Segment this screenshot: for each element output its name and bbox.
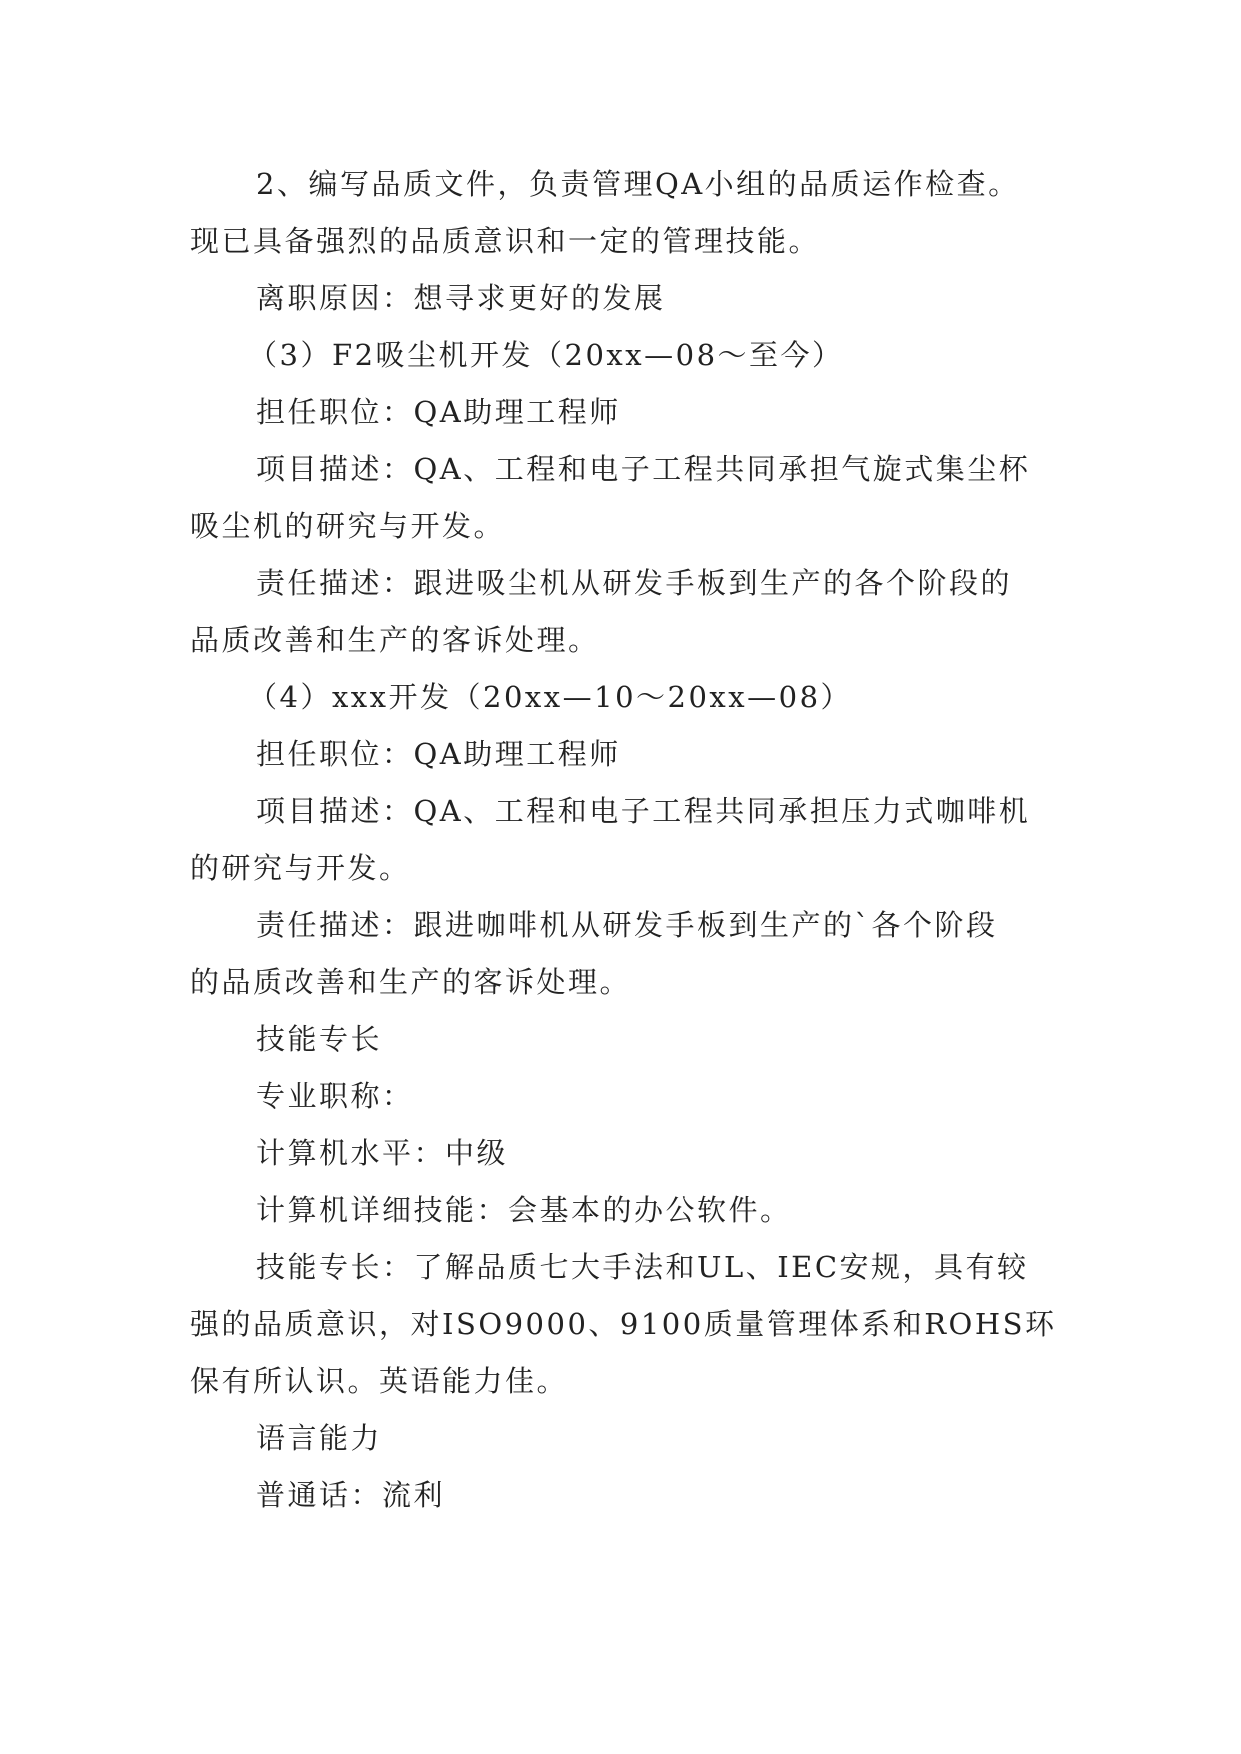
leave-reason: 离职原因：想寻求更好的发展 — [256, 281, 666, 315]
project-description-cont: 吸尘机的研究与开发。 — [190, 509, 506, 543]
project-description-cont: 的研究与开发。 — [190, 851, 411, 885]
paragraph-line: 现已具备强烈的品质意识和一定的管理技能。 — [190, 224, 821, 258]
project-heading: （4）xxx开发（20xx—10～20xx—08） — [248, 680, 853, 714]
section-heading-language: 语言能力 — [256, 1421, 383, 1455]
responsibility-description-cont: 的品质改善和生产的客诉处理。 — [190, 965, 632, 999]
project-description: 项目描述：QA、工程和电子工程共同承担气旋式集尘杯 — [256, 452, 1031, 486]
responsibility-description: 责任描述：跟进吸尘机从研发手板到生产的各个阶段的 — [256, 566, 1013, 600]
responsibility-description-cont: 品质改善和生产的客诉处理。 — [190, 623, 600, 657]
document-body — [190, 156, 1070, 1524]
skills-description-cont: 保有所认识。英语能力佳。 — [190, 1364, 569, 1398]
computer-level: 计算机水平：中级 — [256, 1136, 509, 1170]
responsibility-description: 责任描述：跟进咖啡机从研发手板到生产的`各个阶段 — [256, 908, 998, 942]
skills-description: 技能专长：了解品质七大手法和UL、IEC安规，具有较 — [256, 1250, 1029, 1284]
paragraph-line: 2、编写品质文件，负责管理QA小组的品质运作检查。 — [256, 167, 1020, 201]
project-description: 项目描述：QA、工程和电子工程共同承担压力式咖啡机 — [256, 794, 1031, 828]
computer-skills: 计算机详细技能：会基本的办公软件。 — [256, 1193, 792, 1227]
position-line: 担任职位：QA助理工程师 — [256, 737, 621, 771]
mandarin-level: 普通话：流利 — [256, 1478, 446, 1512]
project-heading: （3）F2吸尘机开发（20xx—08～至今） — [248, 338, 844, 372]
skills-description-cont: 强的品质意识，对ISO9000、9100质量管理体系和ROHS环 — [190, 1307, 1057, 1341]
section-heading-skills: 技能专长 — [256, 1022, 383, 1056]
professional-title: 专业职称： — [256, 1079, 414, 1113]
position-line: 担任职位：QA助理工程师 — [256, 395, 621, 429]
